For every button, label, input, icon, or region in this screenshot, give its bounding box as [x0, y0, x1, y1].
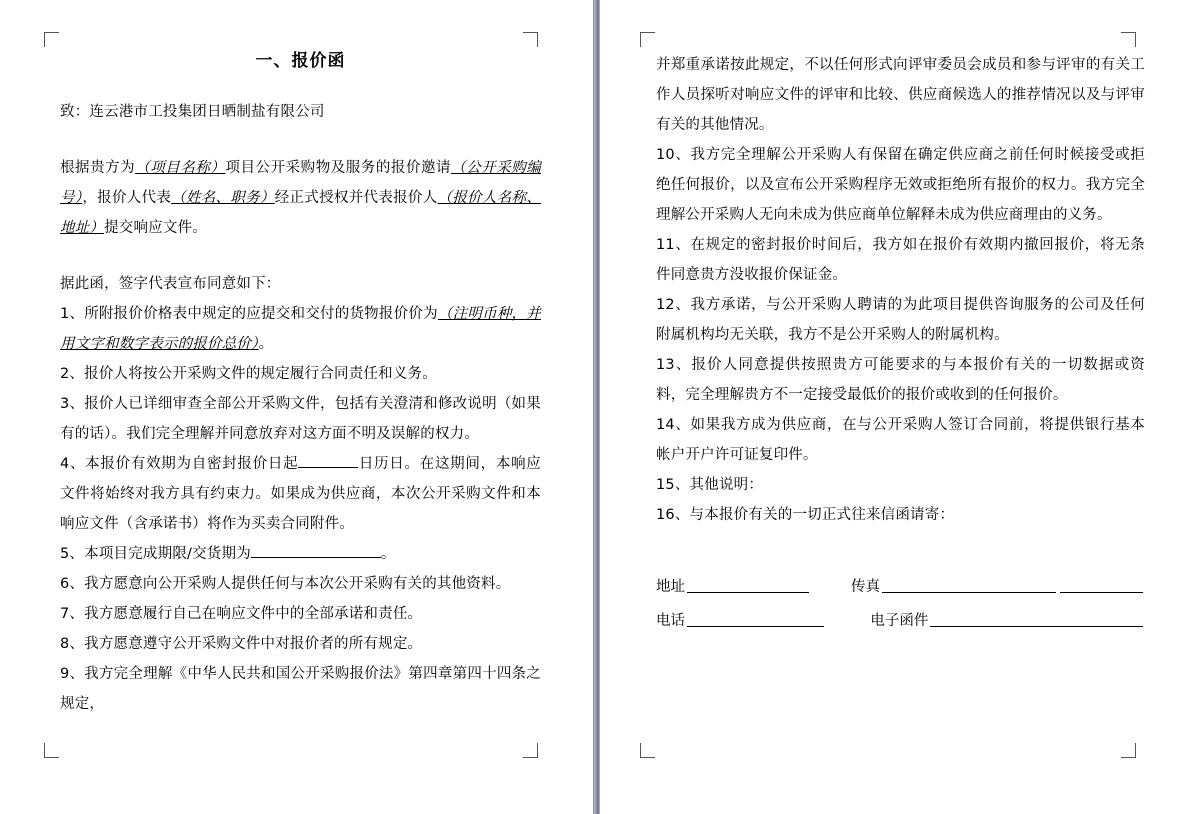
- clause-item-1: [60, 299, 541, 359]
- clause-item-16: 16、与本报价有关的一切正式往来信函请寄：: [656, 507, 955, 523]
- phone-label: 电话: [656, 613, 685, 629]
- intro-blank-purchase-no: （公开采购编号）: [60, 160, 542, 206]
- page-title: 一、报价函: [255, 51, 346, 71]
- spacer: [60, 243, 541, 269]
- clause-1-before: 1、所附报价价格表中规定的应提交和交付的货物报价价为: [60, 306, 438, 322]
- clause-item-2: 2、报价人将按公开采购文件的规定履行合同责任和义务。: [60, 366, 437, 382]
- crop-mark-top-left: [44, 32, 59, 47]
- clause-4-after: 日历日。在这期间，本响应文件将始终对我方具有约束力。如果成为供应商，本次公开采购文件和本响应文件（含承诺书）将作为买卖合同附件。: [60, 456, 541, 532]
- email-label: 电子函件: [870, 613, 929, 629]
- clause-5-after: 。: [380, 546, 396, 562]
- clause-5-before: 5、本项目完成期限/交货期为: [60, 546, 251, 562]
- fax-label: 传真: [851, 579, 881, 595]
- phone-input[interactable]: [687, 604, 824, 627]
- fax-extra-input[interactable]: [1060, 570, 1143, 593]
- clause-item-9: 9、我方完全理解《中华人民共和国公开采购报价法》第四章第四十四条之规定，: [60, 666, 541, 712]
- intro-blank-name-title: （姓名、职务）: [171, 190, 275, 206]
- intro-paragraph: [60, 153, 541, 243]
- crop-mark-bottom-left: [640, 743, 655, 758]
- page-left-content: [60, 34, 541, 778]
- crop-mark-top-left: [640, 32, 655, 47]
- declaration-lead: 据此函，签字代表宣布同意如下：: [60, 276, 281, 292]
- page-right-content: [656, 50, 1145, 778]
- fax-input[interactable]: [882, 570, 1056, 593]
- clause-4-blank-field[interactable]: [298, 467, 358, 468]
- crop-mark-bottom-left: [44, 743, 59, 758]
- clause-item-9-continued: 并郑重承诺按此规定，不以任何形式向评审委员会成员和参与评审的有关工作人员探听对响应文件的评审和比较、供应商候选人的推荐情况以及与评审有关的其他情况。: [656, 57, 1145, 133]
- clause-item-7: 7、我方愿意履行自己在响应文件中的全部承诺和责任。: [60, 606, 423, 622]
- intro-part1: 根据贵方为: [60, 160, 136, 176]
- clause-item-3: 3、报价人已详细审查全部公开采购文件，包括有关澄清和修改说明（如果有的话）。我们完全理解并同意放弃对这方面不明及误解的权力。: [60, 396, 541, 442]
- document-page-right: [600, 0, 1191, 814]
- clause-5-blank-field[interactable]: [251, 557, 381, 558]
- intro-part3: ，报价人代表: [82, 190, 172, 206]
- intro-part5: 提交响应文件。: [104, 220, 208, 236]
- intro-blank-bidder-addr: （报价人名称、地址）: [60, 190, 542, 236]
- clause-item-5: [60, 539, 541, 569]
- clause-1-after: 。: [258, 336, 274, 352]
- contact-row-address-fax: [656, 570, 1145, 604]
- intro-part2: 项目公开采购物及服务的报价邀请: [225, 160, 452, 176]
- contact-block: [656, 570, 1145, 638]
- address-input[interactable]: [687, 570, 809, 593]
- clause-item-11: 11、在规定的密封报价时间后，我方如在报价有效期内撤回报价，将无条件同意贵方没收报价保证金。: [656, 237, 1145, 283]
- email-input[interactable]: [930, 604, 1143, 627]
- clause-item-15: 15、其他说明：: [656, 477, 764, 493]
- clause-item-8: 8、我方愿意遵守公开采购文件中对报价者的所有规定。: [60, 636, 423, 652]
- clause-item-10: 10、我方完全理解公开采购人有保留在确定供应商之前任何时候接受或拒绝任何报价，以及宣布公开采购程序无效或拒绝所有报价的权力。我方完全理解公开采购人无向未成为供应商单位解释未成为供应商理由的义务。: [656, 147, 1145, 223]
- crop-mark-top-right: [1121, 32, 1136, 47]
- intro-part4: 经正式授权并代表报价人: [274, 190, 438, 206]
- clause-4-before: 4、本报价有效期为自密封报价日起: [60, 456, 299, 472]
- clause-1-blank: （注明币种，并用文字和数字表示的报价总价）: [60, 306, 541, 352]
- document-page-left: [0, 0, 594, 814]
- spacer: [826, 604, 871, 638]
- intro-blank-project-name: （项目名称）: [135, 160, 226, 176]
- clause-item-6: 6、我方愿意向公开采购人提供任何与本次公开采购有关的其他资料。: [60, 576, 511, 592]
- spacer: [811, 570, 851, 604]
- addressee-line: 致：连云港市工投集团日晒制盐有限公司: [60, 104, 325, 120]
- contact-row-phone-email: [656, 604, 1145, 638]
- spacer: [60, 127, 541, 153]
- clause-item-13: 13、报价人同意提供按照贵方可能要求的与本报价有关的一切数据或资料，完全理解贵方不一定接受最低价的报价或收到的任何报价。: [656, 357, 1145, 403]
- address-label: 地址: [656, 579, 685, 595]
- clause-item-4: [60, 449, 541, 539]
- clause-item-12: 12、我方承诺，与公开采购人聘请的为此项目提供咨询服务的公司及任何附属机构均无关联，我方不是公开采购人的附属机构。: [656, 297, 1145, 343]
- clause-item-14: 14、如果我方成为供应商，在与公开采购人签订合同前，将提供银行基本帐户开户许可证复印件。: [656, 417, 1145, 463]
